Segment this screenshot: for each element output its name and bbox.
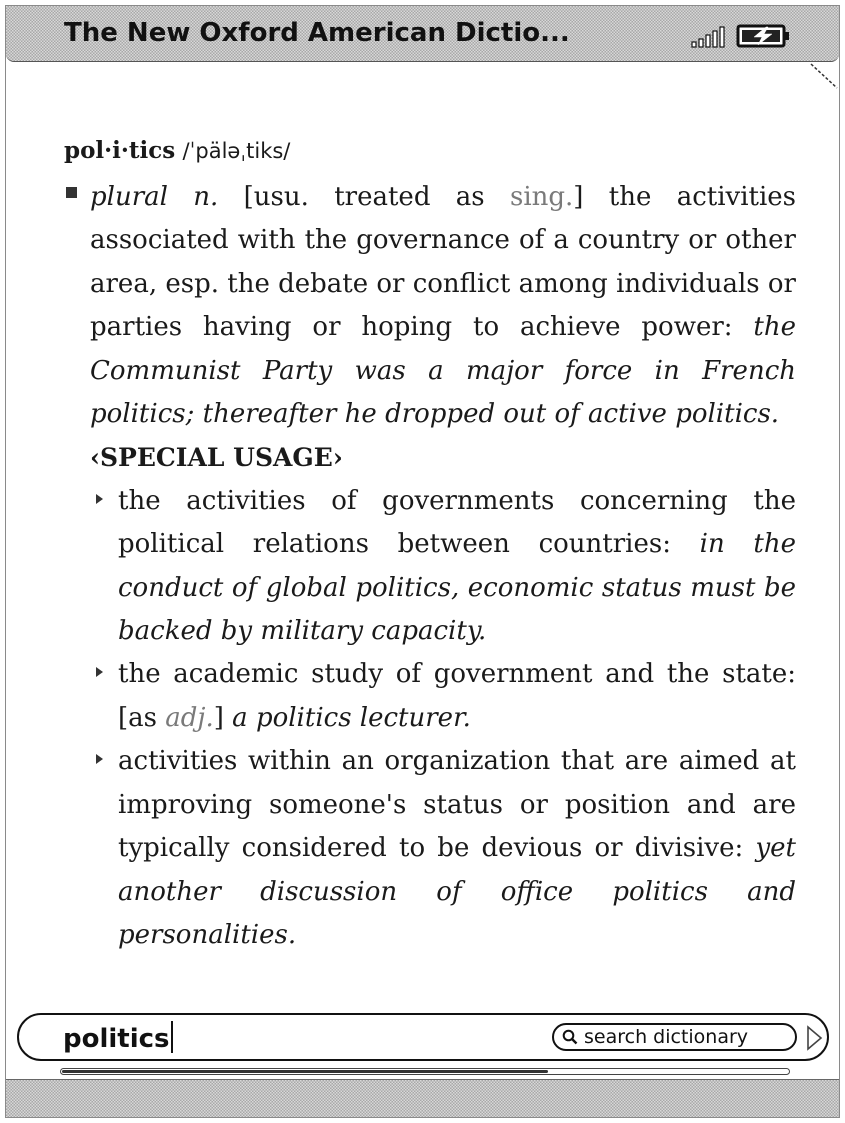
part-of-speech: plural n. [90,182,219,212]
headword-line [64,126,796,176]
pronunciation: /ˈpäləˌtiks/ [182,139,291,163]
usage-label: adj. [165,702,214,733]
sense-item [118,480,796,654]
search-input-value: politics [63,1024,170,1054]
sense-text: the activities of governments concerning the political relations between countries: [118,485,796,560]
triangle-bullet-icon [96,667,103,677]
search-input[interactable] [63,1021,173,1054]
battery-charging-icon [736,24,792,48]
example-text: in the conduct of global politics, economic status must be backed by military capacity. [118,529,796,647]
example-text: the Communist Party was a major force in French politics; thereafter he dropped out of active politics. [90,312,796,430]
book-title: The New Oxford American Dictio... [64,18,570,48]
sense-text: activities within an organization that are aimed at improving someone's status or position and are typically considered to be devious or divisive: [118,746,796,864]
example-text: a politics lecturer. [232,702,471,733]
dictionary-entry [64,126,796,957]
title-bar [6,6,839,62]
search-icon [562,1029,578,1045]
search-bar[interactable] [17,1013,829,1061]
example-text: yet another discussion of office politics and personalities. [118,833,796,950]
scroll-bar[interactable] [60,1068,790,1075]
bookmark-corner-icon[interactable] [809,62,839,90]
text-cursor [171,1021,173,1053]
square-bullet-icon [66,187,77,198]
triangle-bullet-icon [96,494,103,504]
search-dictionary-label: search dictionary [584,1026,749,1048]
go-arrow-icon[interactable] [804,1025,824,1051]
sense-item [118,653,796,740]
footer-bar [6,1080,839,1118]
triangle-bullet-icon [96,754,103,764]
sense-item [118,740,796,957]
definition-text: [usu. treated as [243,182,510,212]
special-usage-heading: ‹SPECIAL USAGE› [90,443,343,473]
sense-text: ] [213,702,233,733]
search-dictionary-button[interactable] [552,1023,797,1051]
main-definition [90,176,796,436]
definition-text: ] the activities associated with the governance of a country or other area, esp. the debate or conflict among individuals or parties having or hoping to achieve power: [90,182,797,343]
usage-label: sing. [509,182,574,212]
device-screen [5,5,840,1118]
headword: pol·i·tics [64,137,176,164]
signal-strength-icon [690,26,730,48]
sense-text: the academic study of government and the state: [as [118,659,796,733]
scroll-thumb[interactable] [62,1070,548,1073]
